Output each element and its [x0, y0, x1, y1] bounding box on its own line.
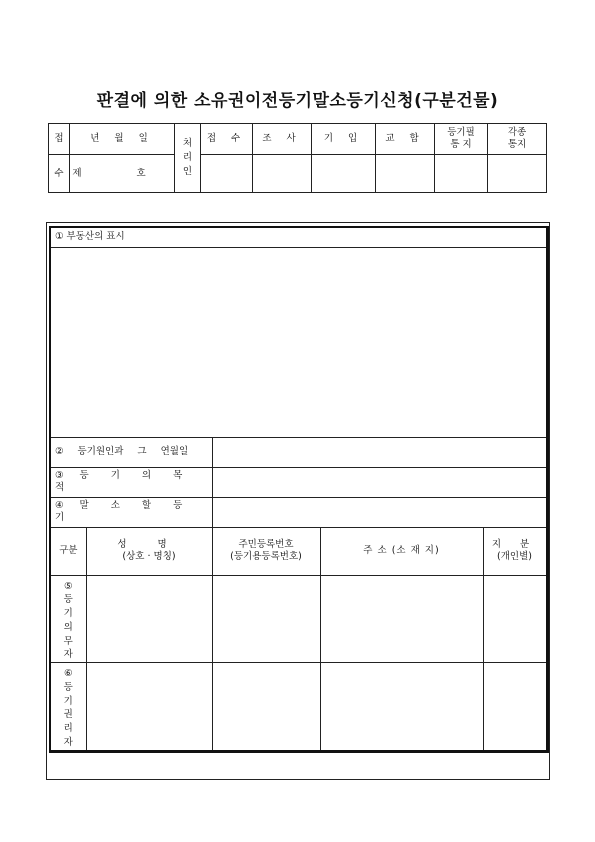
property-label: ① 부동산의 표시 — [50, 227, 547, 247]
property-description-area[interactable] — [50, 247, 547, 437]
obligor-share-cell[interactable] — [483, 575, 547, 663]
entry-cell[interactable] — [312, 155, 376, 193]
purpose-label: ③ 등 기 의 목적 — [50, 467, 212, 497]
various-notice-cell[interactable] — [488, 155, 547, 193]
col-collation: 교 합 — [376, 124, 435, 155]
col-receipt: 접 수 — [201, 124, 253, 155]
holder-name-cell[interactable] — [86, 663, 212, 752]
name-header: 성 명 (상호 · 명칭) — [86, 527, 212, 575]
receipt-cell[interactable] — [201, 155, 253, 193]
obligor-label: ⑤ 등 기 의 무 자 — [50, 575, 86, 663]
cancel-registration-field[interactable] — [212, 497, 547, 527]
cancel-registration-label: ④ 말 소 할 등기 — [50, 497, 212, 527]
holder-id-cell[interactable] — [212, 663, 320, 752]
id-number-header: 주민등록번호 (등기용등록번호) — [212, 527, 320, 575]
holder-share-cell[interactable] — [483, 663, 547, 752]
page-title: 판결에 의한 소유권이전등기말소등기신청(구분건물) — [96, 91, 499, 111]
cause-date-field[interactable] — [212, 437, 547, 467]
holder-address-cell[interactable] — [320, 663, 483, 752]
handler-label: 처 리 인 — [175, 124, 201, 193]
number-label: 제 호 — [70, 155, 175, 193]
purpose-field[interactable] — [212, 467, 547, 497]
review-cell[interactable] — [253, 155, 312, 193]
col-entry: 기 입 — [312, 124, 376, 155]
holder-label: ⑥ 등 기 권 리 자 — [50, 663, 86, 752]
collation-cell[interactable] — [376, 155, 435, 193]
cause-date-label: ② 등기원인과 그 연월일 — [50, 437, 212, 467]
col-completion-notice: 등기필 통 지 — [435, 124, 488, 155]
address-header: 주 소 (소 재 지) — [320, 527, 483, 575]
obligor-id-cell[interactable] — [212, 575, 320, 663]
completion-notice-cell[interactable] — [435, 155, 488, 193]
receipt-label-bottom: 수 — [49, 155, 70, 193]
col-various-notice: 각종 통지 — [488, 124, 547, 155]
receipt-label-top: 접 — [49, 124, 70, 155]
category-header: 구분 — [50, 527, 86, 575]
obligor-name-cell[interactable] — [86, 575, 212, 663]
share-header: 지 분 (개인별) — [483, 527, 547, 575]
col-review: 조 사 — [253, 124, 312, 155]
obligor-address-cell[interactable] — [320, 575, 483, 663]
date-label: 년 월 일 — [70, 124, 175, 155]
application-form — [49, 226, 549, 753]
receipt-table — [48, 123, 547, 193]
